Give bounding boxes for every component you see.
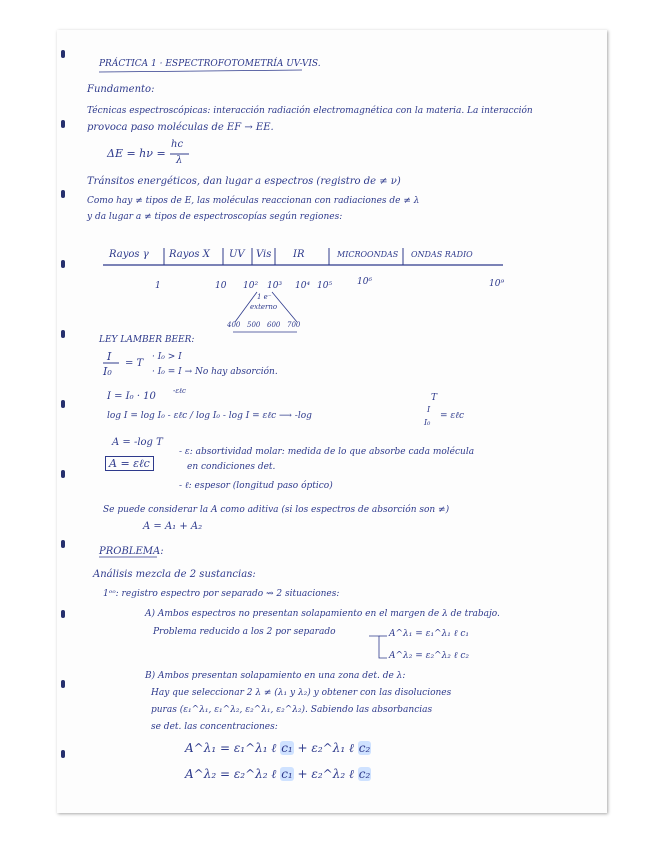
region-label: Vis [256,249,272,260]
equation: A = A₁ + A₂ [143,521,203,532]
tick-label: 10 [215,281,227,291]
equation: A^λ₁ = ε₁^λ₁ ℓ c₁ [389,629,470,639]
region-label: Rayos X [169,249,210,260]
equation-denominator: λ [176,155,183,166]
region-label: MICROONDAS [337,250,399,259]
tick-label: 10⁹ [489,279,505,289]
equation-frac-den: I₀ [424,418,431,427]
region-label: ONDAS RADIO [411,250,473,259]
condition: · I₀ > I [152,352,182,362]
equation: = εℓc [440,411,465,421]
final-term: + ε₂^λ₂ ℓ [297,767,354,781]
exponent: -εℓc [173,387,186,395]
vis-tick: 400 [227,321,241,329]
electron-label: 1 e⁻ [257,293,272,301]
equation-T: T [431,393,438,403]
tick-label: 10⁵ [317,281,333,291]
definition: - ε: absortividad molar: medida de lo que absorbe cada molécula [179,447,475,457]
text-line: Análisis mezcla de 2 sustancias: [93,569,256,580]
fraction-denominator: I₀ [103,365,112,378]
definition: en condiciones det. [187,462,276,472]
tick-label: 10⁶ [357,277,373,287]
region-label: UV [229,249,245,260]
text-line: 1ᵒᵒ: registro espectro por separado ⇝ 2 situaciones: [103,589,340,599]
electron-sub: externo [250,303,278,311]
text-line: se det. las concentraciones: [151,722,278,732]
text-line: Hay que seleccionar 2 λ ≠ (λ₁ y λ₂) y obtener con las disoluciones [151,688,452,698]
text-line: Como hay ≠ tipos de E, las moléculas reaccionan con radiaciones de ≠ λ [87,196,420,206]
text-line: Tránsitos energéticos, dan lugar a espectros (registro de ≠ ν) [87,176,401,187]
text-line: B) Ambos presentan solapamiento en una zona det. de λ: [145,671,406,681]
boxed-equation: A = εℓc [105,456,154,471]
vis-tick: 500 [247,321,261,329]
text-line: y da lugar a ≠ tipos de espectroscopías según regiones: [87,212,343,222]
final-term: A^λ₂ = ε₂^λ₂ ℓ [185,767,277,781]
tick-label: 10⁴ [295,281,311,291]
equation: A = -log T [112,437,163,448]
vis-tick: 700 [287,321,301,329]
text-line: A) Ambos espectros no presentan solapamiento en el margen de λ de trabajo. [145,609,500,619]
final-equation [185,742,371,754]
equation: = T [125,358,144,369]
highlight-c1: c₁ [281,741,293,755]
problema-heading: PROBLEMA: [99,546,164,557]
tick-label: 1 [155,281,161,291]
highlight-c2: c₂ [358,767,371,781]
notebook-page [57,30,607,813]
definition: - ℓ: espesor (longitud paso óptico) [179,481,333,491]
page-title: PRÁCTICA 1 · ESPECTROFOTOMETRÍA UV-VIS. [99,59,321,69]
highlight-c1: c₁ [281,767,293,781]
text-line: Técnicas espectroscópicas: interacción radiación electromagnética con la materia. La interacción [87,106,533,116]
equation: log I = log I₀ - εℓc / log I₀ - log I = εℓc ⟶ -log [107,411,312,421]
beer-heading: LEY LAMBER BEER: [99,335,195,345]
tick-label: 10² [243,281,259,291]
vis-tick: 600 [267,321,281,329]
final-term: A^λ₁ = ε₁^λ₁ ℓ [185,741,277,755]
tick-label: 10³ [267,281,283,291]
text-line: provoca paso moléculas de EF → EE. [87,122,274,133]
text-line: puras (ε₁^λ₁, ε₁^λ₂, ε₂^λ₁, ε₂^λ₂). Sabiendo las absorbancias [151,705,433,715]
equation: ΔE = hν = [107,147,166,160]
final-term: + ε₂^λ₁ ℓ [297,741,354,755]
highlight-c2: c₂ [358,741,371,755]
region-label: Rayos γ [109,249,149,260]
fundamento-heading: Fundamento: [87,84,155,95]
text-line: Problema reducido a los 2 por separado [153,627,336,637]
text-line: Se puede considerar la A como aditiva (si los espectros de absorción son ≠) [103,505,450,515]
equation-frac-num: I [427,405,431,414]
final-equation [185,768,371,780]
fraction-numerator: I [107,350,112,363]
equation: I = I₀ · 10 [107,391,156,402]
equation-numerator: hc [171,139,184,150]
condition: · I₀ = I → No hay absorción. [152,367,278,377]
region-label: IR [293,249,305,260]
equation: A^λ₂ = ε₂^λ₂ ℓ c₂ [389,651,470,661]
